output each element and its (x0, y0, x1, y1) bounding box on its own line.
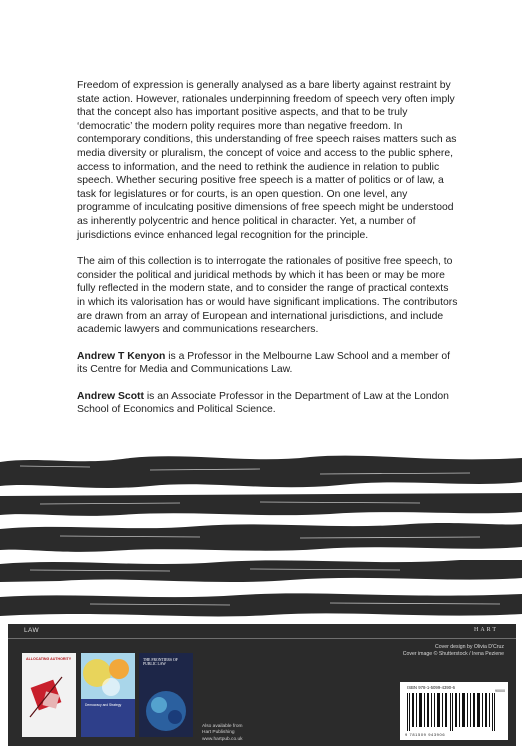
book-3-artwork (139, 653, 193, 737)
barcode-icon (407, 693, 501, 731)
brush-stripes-graphic (0, 452, 522, 620)
cover-design-credit: Cover design by Olivia D'Cruz (434, 644, 504, 650)
blurb (77, 79, 459, 430)
author-name-2: Andrew Scott (77, 390, 144, 402)
blurb-paragraph-1: Freedom of expression is generally analysed as a bare liberty against restraint by state action. However, rationales underpinning freedom of speech very often imply that the concept also has important positive aspects, and that to be truly ‘democratic’ the modern polity requires more than negative freedom. In contemporary conditions, this understanding of free speech raises matters such as media diversity or pluralism, the concept of voice and access to the public sphere, access to information, and the need to rethink the audience in relation to public speech. Whether securing positive free speech is a matter of politics or of law, a task for legislatures or for courts, is an open question. On one level, any programme of inculcating positive dimensions of free speech might be understood as inherently polycentric and hence political in character. Yet, a number of jurisdictions evince enhanced legal recognition for the principle. (77, 80, 457, 241)
author-bio-2 (77, 390, 459, 417)
also-available-line-1: Also available from (202, 724, 243, 729)
author-name-1: Andrew T Kenyon (77, 350, 166, 362)
barcode-number: 9 781509 943906 (405, 732, 446, 737)
back-cover-footer (8, 624, 516, 746)
barcode-price: 90000 (495, 689, 505, 693)
book-2-title: Democracy and Strategy (85, 703, 122, 707)
book-1-artwork (22, 653, 76, 737)
author-text-1: is a Professor in the Melbourne Law School and a member of its Centre for Media and Communications Law. (77, 350, 451, 376)
publisher-logo: HART (474, 627, 498, 633)
footer-top-bar (8, 624, 516, 639)
author-bio-1 (77, 350, 459, 377)
publisher-url: www.hartpub.co.uk (202, 737, 243, 742)
isbn-text: ISBN 978-1-5099-4390-6 (407, 685, 456, 690)
book-1-title: ALLOCATING AUTHORITY (26, 657, 72, 661)
subject-label: LAW (24, 627, 40, 634)
book-cover-1 (22, 653, 76, 737)
cover-credits (403, 644, 504, 657)
also-available-line-2: Hart Publishing (202, 730, 235, 735)
cover-image-credit: Cover image © Shutterstock / Irena Peziene (402, 650, 504, 657)
author-text-2: is an Associate Professor in the Department of Law at the London School of Economics and Political Science. (77, 390, 449, 416)
book-3-title: THE FRONTIERS OF PUBLIC LAW (143, 658, 178, 666)
book-2-artwork (81, 653, 135, 737)
also-available-text (202, 724, 243, 736)
book-cover-2 (81, 653, 135, 737)
book-cover-3 (139, 653, 193, 737)
barcode-box (400, 682, 508, 740)
blurb-paragraph-2: The aim of this collection is to interrogate the rationales of positive free speech, to consider the political and juridical methods by which it has been or may be more fully reflected in the modern state, and to consider the range of practical contexts in which its valorisation has or would have significant implications. The contributors are drawn from an array of European and international jurisdictions, and include academic lawyers and communications researchers. (77, 256, 458, 336)
